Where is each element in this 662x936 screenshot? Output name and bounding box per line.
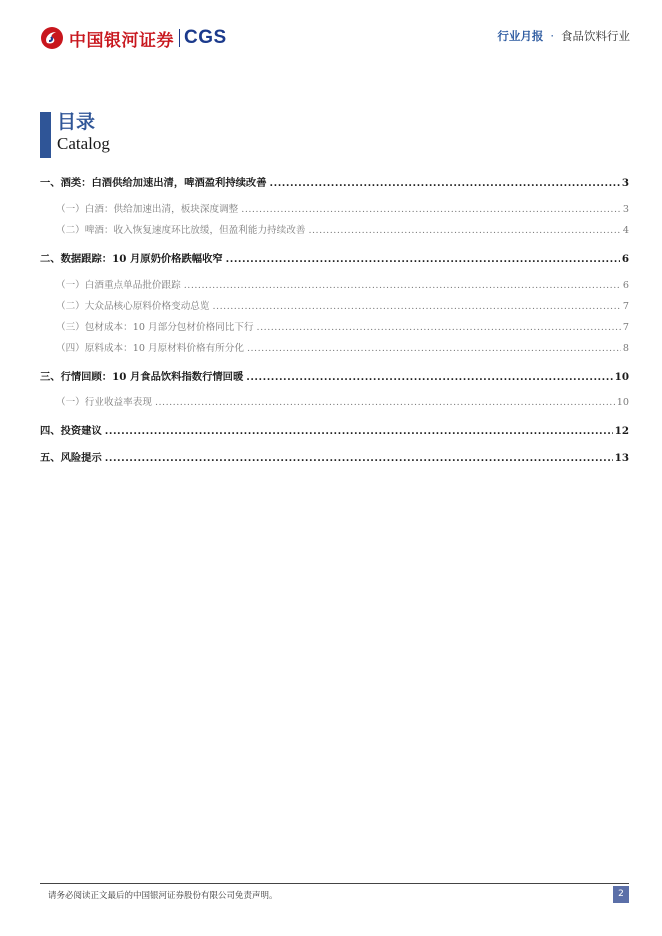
footer-divider (40, 883, 629, 884)
toc-entry-number: 一、 (40, 177, 61, 189)
toc-entry-page: 7 (622, 322, 629, 333)
logo-chinese-name: 中国银河证券 (69, 30, 174, 51)
toc-entry-title: 包材成本：10 月部分包材价格同比下行 (84, 322, 254, 333)
toc-entry-page: 12 (614, 425, 629, 437)
toc-entry-number: （二） (56, 225, 85, 236)
toc-entry-title: 数据跟踪：10 月原奶价格跌幅收窄 (60, 253, 223, 265)
toc-entry-page: 8 (622, 343, 629, 354)
toc-entry-page: 4 (622, 225, 629, 236)
industry-name: 食品饮料行业 (561, 29, 630, 43)
toc-entry-page: 13 (614, 452, 629, 464)
toc-entry-number: 三、 (40, 371, 61, 383)
toc-dot-leader (257, 322, 621, 333)
toc-entry-number: 四、 (40, 425, 61, 437)
header-separator: · (550, 29, 554, 43)
toc-entry-number: （一） (56, 280, 85, 291)
toc-section-entry[interactable] (40, 340, 629, 354)
toc-entry-number: 五、 (40, 452, 61, 464)
toc-entry-number: （四） (56, 343, 85, 354)
toc-entry-title: 白酒：供给加速出清，板块深度调整 (84, 204, 239, 215)
toc-entry-page: 10 (616, 397, 629, 408)
toc-entry-page: 6 (622, 280, 629, 291)
toc-entry-title: 酒类：白酒供给加速出清，啤酒盈利持续改善 (60, 177, 267, 189)
toc-dot-leader (155, 397, 615, 408)
report-type: 行业月报 (497, 29, 544, 43)
toc-chapter-entry[interactable] (40, 174, 629, 189)
toc-chapter-entry[interactable] (40, 368, 629, 383)
logo-mark-icon (40, 26, 64, 50)
toc-section-entry[interactable] (40, 201, 629, 215)
toc-section-entry[interactable] (40, 319, 629, 333)
toc-dot-leader (270, 177, 620, 189)
toc-entry-title: 风险提示 (60, 452, 102, 464)
toc-entry-title: 行情回顾：10 月食品饮料指数行情回暖 (60, 371, 244, 383)
toc-entry-number: （三） (56, 322, 85, 333)
toc-dot-leader (226, 253, 620, 265)
toc-entry-number: （二） (56, 301, 85, 312)
toc-entry-title: 大众品核心原料价格变动总览 (84, 301, 210, 312)
toc-dot-leader (213, 301, 621, 312)
report-category (497, 28, 630, 44)
toc-entry-page: 3 (621, 177, 629, 189)
page-number: 2 (613, 886, 629, 903)
title-accent-bar (40, 112, 51, 158)
toc-entry-page: 10 (614, 371, 629, 383)
toc-section-entry[interactable] (40, 298, 629, 312)
toc-chapter-entry[interactable] (40, 250, 629, 265)
company-logo (40, 24, 227, 52)
toc-entry-page: 6 (621, 253, 629, 265)
toc-entry-number: （一） (56, 397, 85, 408)
logo-english-name: CGS (184, 27, 227, 48)
footer-disclaimer: 请务必阅读正文最后的中国银河证券股份有限公司免责声明。 (48, 891, 278, 901)
toc-dot-leader (247, 343, 621, 354)
toc-entry-title: 啤酒：收入恢复速度环比放缓，但盈利能力持续改善 (84, 225, 306, 236)
toc-dot-leader (246, 371, 612, 383)
toc-entry-page: 3 (622, 204, 629, 215)
toc-dot-leader (308, 225, 620, 236)
logo-divider (179, 29, 180, 47)
toc-entry-title: 投资建议 (60, 425, 102, 437)
toc-chapter-entry[interactable] (40, 449, 629, 464)
toc-entry-page: 7 (622, 301, 629, 312)
toc-dot-leader (184, 280, 621, 291)
page-title: 目录 (57, 111, 96, 133)
toc-section-entry[interactable] (40, 222, 629, 236)
toc-entry-number: 二、 (40, 253, 61, 265)
page-subtitle: Catalog (57, 134, 110, 153)
page-header (0, 0, 662, 60)
toc-entry-title: 原料成本：10 月原材料价格有所分化 (84, 343, 244, 354)
toc-section-entry[interactable] (40, 277, 629, 291)
toc-entry-title: 行业收益率表现 (84, 397, 152, 408)
toc-dot-leader (105, 425, 613, 437)
toc-dot-leader (241, 204, 621, 215)
toc-entry-title: 白酒重点单品批价跟踪 (84, 280, 181, 291)
toc-chapter-entry[interactable] (40, 422, 629, 437)
toc-dot-leader (105, 452, 613, 464)
toc-section-entry[interactable] (40, 394, 629, 408)
toc-entry-number: （一） (56, 204, 85, 215)
